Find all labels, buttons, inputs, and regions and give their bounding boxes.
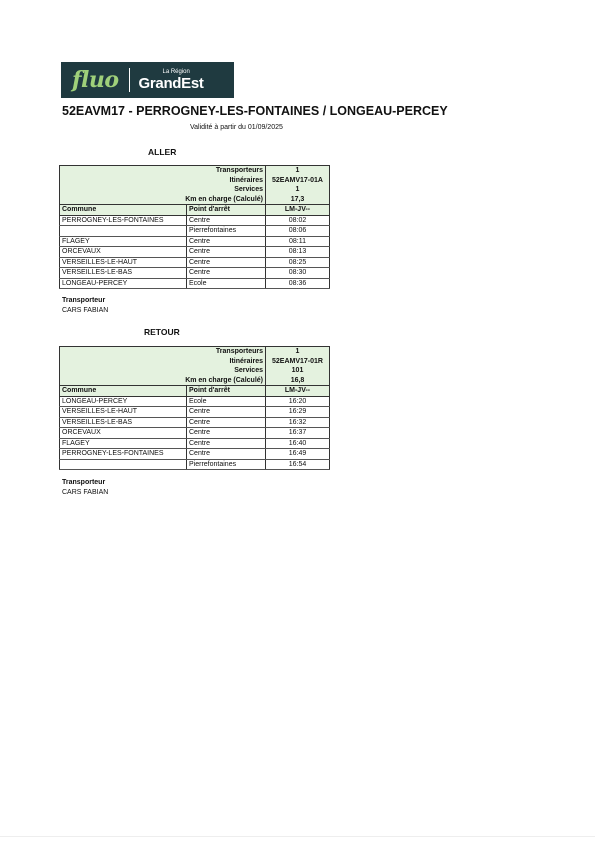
retour-stop-row [60, 417, 330, 428]
retour-meta-label: Services [60, 366, 266, 376]
retour-meta-value: 1 [266, 347, 330, 357]
aller-meta-value: 1 [266, 185, 330, 195]
retour-stop-row [60, 438, 330, 449]
aller-meta-row [60, 166, 330, 176]
retour-stop-row [60, 407, 330, 418]
aller-meta-label: Km en charge (Calculé) [60, 195, 266, 205]
retour-stop-row [60, 396, 330, 407]
retour-stop-commune: PERROGNEY-LES-FONTAINES [60, 449, 187, 460]
retour-heading: RETOUR [144, 327, 180, 337]
aller-stop-row [60, 257, 330, 268]
retour-header-row [60, 386, 330, 397]
brand-logo [61, 62, 234, 98]
retour-stop-time: 16:54 [266, 459, 330, 470]
aller-stop-time: 08:30 [266, 268, 330, 279]
aller-stop-commune: PERROGNEY-LES-FONTAINES [60, 215, 187, 226]
retour-stop-commune: ORCEVAUX [60, 428, 187, 439]
page-bottom-line [0, 836, 595, 837]
retour-meta-row [60, 366, 330, 376]
retour-stop-commune: LONGEAU-PERCEY [60, 396, 187, 407]
aller-meta-value: 52EAMV17-01A [266, 176, 330, 186]
aller-timetable [59, 165, 330, 289]
retour-meta-value: 52EAMV17-01R [266, 357, 330, 367]
aller-stop-arret: Centre [187, 236, 266, 247]
aller-meta-row [60, 185, 330, 195]
aller-stop-arret: Centre [187, 268, 266, 279]
retour-meta-row [60, 347, 330, 357]
aller-stop-row [60, 236, 330, 247]
retour-stop-arret: Pierrefontaines [187, 459, 266, 470]
retour-stop-arret: Centre [187, 407, 266, 418]
retour-stop-arret: Centre [187, 449, 266, 460]
aller-carrier [62, 296, 108, 315]
retour-meta-label: Itinéraires [60, 357, 266, 367]
aller-stop-arret: Centre [187, 257, 266, 268]
retour-carrier-label: Transporteur [62, 479, 106, 486]
aller-stop-arret: Centre [187, 247, 266, 258]
retour-carrier-name: CARS FABIAN [62, 488, 109, 496]
retour-stop-row [60, 428, 330, 439]
retour-header-arret: Point d'arrêt [187, 386, 266, 397]
aller-carrier-label: Transporteur [62, 297, 106, 304]
retour-stop-time: 16:49 [266, 449, 330, 460]
logo-small-text: La Région [162, 69, 190, 75]
aller-meta-label: Transporteurs [60, 166, 266, 176]
retour-stop-time: 16:37 [266, 428, 330, 439]
aller-stop-row [60, 278, 330, 289]
retour-stop-arret: Centre [187, 438, 266, 449]
aller-stop-arret: Centre [187, 215, 266, 226]
aller-stop-time: 08:02 [266, 215, 330, 226]
aller-stop-row [60, 215, 330, 226]
aller-header-arret: Point d'arrêt [187, 205, 266, 216]
aller-meta-value: 17,3 [266, 195, 330, 205]
aller-stop-time: 08:36 [266, 278, 330, 289]
aller-header-days: LM-JV-- [266, 205, 330, 216]
retour-meta-label: Km en charge (Calculé) [60, 376, 266, 386]
retour-stop-time: 16:40 [266, 438, 330, 449]
aller-meta-label: Itinéraires [60, 176, 266, 186]
retour-meta-label: Transporteurs [60, 347, 266, 357]
retour-stop-time: 16:20 [266, 396, 330, 407]
aller-stop-time: 08:13 [266, 247, 330, 258]
aller-stop-row [60, 226, 330, 237]
retour-meta-row [60, 376, 330, 386]
retour-stop-commune: FLAGEY [60, 438, 187, 449]
retour-stop-commune: VERSEILLES-LE-BAS [60, 417, 187, 428]
page-title: 52EAVM17 - PERROGNEY-LES-FONTAINES / LONGEAU-PERCEY [62, 104, 448, 118]
logo-region [139, 69, 204, 91]
aller-meta-row [60, 195, 330, 205]
aller-meta-label: Services [60, 185, 266, 195]
logo-fluo-text: fluo [72, 67, 119, 93]
aller-meta-row [60, 176, 330, 186]
retour-header-days: LM-JV-- [266, 386, 330, 397]
retour-stop-time: 16:32 [266, 417, 330, 428]
aller-stop-commune: FLAGEY [60, 236, 187, 247]
aller-stop-commune [60, 226, 187, 237]
aller-header-commune: Commune [60, 205, 187, 216]
retour-stop-commune: VERSEILLES-LE-HAUT [60, 407, 187, 418]
aller-meta-value: 1 [266, 166, 330, 176]
logo-divider [129, 68, 130, 92]
retour-meta-value: 16,8 [266, 376, 330, 386]
validity-date: Validité à partir du 01/09/2025 [190, 124, 283, 131]
aller-stop-commune: VERSEILLES-LE-BAS [60, 268, 187, 279]
retour-stop-arret: Centre [187, 417, 266, 428]
retour-stop-arret: Ecole [187, 396, 266, 407]
aller-heading: ALLER [148, 147, 177, 157]
logo-big-text: GrandEst [138, 75, 204, 92]
retour-stop-row [60, 459, 330, 470]
aller-stop-arret: Pierrefontaines [187, 226, 266, 237]
retour-stop-commune [60, 459, 187, 470]
retour-timetable [59, 346, 330, 470]
retour-stop-arret: Centre [187, 428, 266, 439]
retour-stop-time: 16:29 [266, 407, 330, 418]
aller-stop-time: 08:06 [266, 226, 330, 237]
retour-meta-row [60, 357, 330, 367]
aller-stop-row [60, 247, 330, 258]
aller-stop-commune: VERSEILLES-LE-HAUT [60, 257, 187, 268]
retour-stop-row [60, 449, 330, 460]
aller-stop-time: 08:25 [266, 257, 330, 268]
aller-header-row [60, 205, 330, 216]
aller-stop-commune: LONGEAU-PERCEY [60, 278, 187, 289]
retour-header-commune: Commune [60, 386, 187, 397]
aller-stop-commune: ORCEVAUX [60, 247, 187, 258]
aller-stop-row [60, 268, 330, 279]
aller-stop-time: 08:11 [266, 236, 330, 247]
aller-stop-arret: Ecole [187, 278, 266, 289]
retour-carrier [62, 478, 108, 497]
retour-meta-value: 101 [266, 366, 330, 376]
aller-carrier-name: CARS FABIAN [62, 306, 109, 314]
